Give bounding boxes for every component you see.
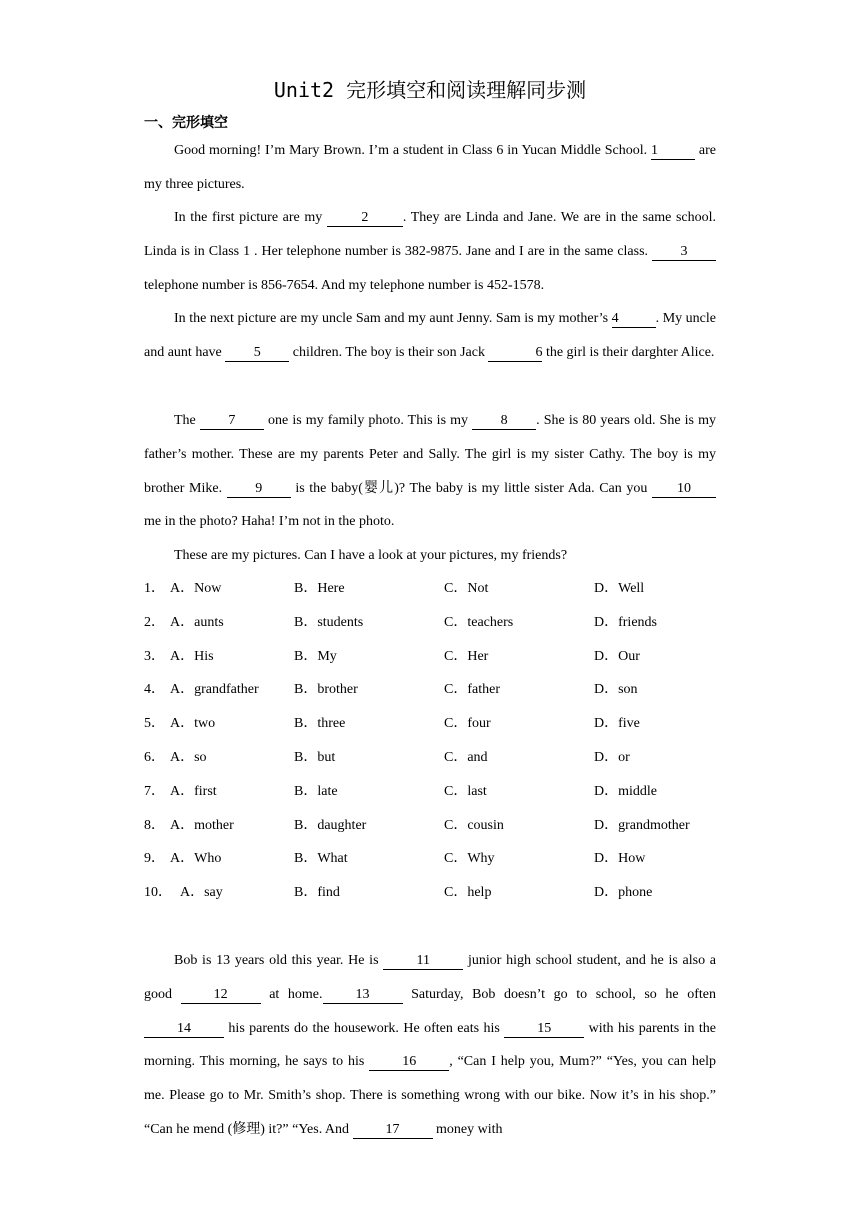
blank-13: 13 bbox=[323, 987, 403, 1004]
question-number: 2． bbox=[144, 614, 165, 630]
question-number: 1． bbox=[144, 581, 165, 596]
option-c: C．father bbox=[444, 682, 500, 698]
blank-4: 4 bbox=[612, 311, 656, 328]
question-number: 5． bbox=[144, 716, 165, 732]
passage1-paragraph-4: The 7 one is my family photo. This is my 8 . She is 80 years old. She is my father’s mother. These are my parents Peter and Sally. The girl is my sister Cathy. The boy is my brother Mike. 9 is the baby(婴儿)? The baby is my little sister Ada. Can you 10 me in the photo? Haha! I’m not in the photo. bbox=[144, 413, 717, 530]
option-d: D．phone bbox=[594, 885, 653, 901]
blank-12: 12 bbox=[181, 987, 261, 1004]
section-heading: 一、完形填空 bbox=[144, 115, 228, 131]
option-row bbox=[144, 711, 744, 745]
blank-9: 9 bbox=[227, 481, 291, 498]
blank-8: 8 bbox=[472, 413, 536, 430]
option-row bbox=[144, 813, 744, 847]
option-row bbox=[144, 745, 744, 779]
option-c: C．last bbox=[444, 783, 487, 799]
option-c: C．Why bbox=[444, 851, 495, 867]
option-b: B．find bbox=[294, 885, 340, 901]
blank-11: 11 bbox=[383, 953, 463, 970]
option-a: A．first bbox=[170, 783, 217, 799]
question-number: 9． bbox=[144, 851, 165, 867]
passage2-paragraph-1: Bob is 13 years old this year. He is 11 junior high school student, and he is also a good 12 at home. 13 Saturday, Bob doesn’t go to school, so he often 14 his parents do the housework. He often eats his 15 with his parents in the morning. This morning, he says to his 16 , “Can I help you, Mum?” “Yes, you can help me. Please go to Mr. Smith’s shop. There is something wrong with our bike. Now it’s in his shop.” “Can he mend (修理) it?” “Yes. And 17 money with bbox=[144, 953, 717, 1137]
page-title: Unit2 完形填空和阅读理解同步测 bbox=[273, 78, 587, 102]
option-a: A．so bbox=[170, 749, 207, 765]
option-c: C．Not bbox=[444, 581, 489, 596]
option-a: A．say bbox=[180, 885, 223, 901]
option-d: D．Well bbox=[594, 581, 645, 596]
option-a: A．Who bbox=[170, 851, 222, 867]
option-c: C．and bbox=[444, 749, 488, 765]
blank-17: 17 bbox=[353, 1122, 433, 1139]
option-d: D．five bbox=[594, 716, 640, 732]
blank-3: 3 bbox=[652, 244, 716, 261]
option-d: D．friends bbox=[594, 614, 657, 630]
option-b: B．What bbox=[294, 851, 348, 867]
blank-14: 14 bbox=[144, 1021, 224, 1038]
blank-16: 16 bbox=[369, 1054, 449, 1071]
option-a: A．aunts bbox=[170, 614, 224, 630]
option-row bbox=[144, 880, 744, 914]
option-d: D．son bbox=[594, 682, 638, 698]
option-d: D．grandmother bbox=[594, 817, 690, 833]
option-c: C．four bbox=[444, 716, 491, 732]
option-row bbox=[144, 779, 744, 813]
option-b: B．students bbox=[294, 614, 364, 630]
option-d: D．How bbox=[594, 851, 646, 867]
passage1-paragraph-5: These are my pictures. Can I have a look at your pictures, my friends? bbox=[174, 548, 568, 563]
option-a: A．mother bbox=[170, 817, 234, 833]
option-d: D．or bbox=[594, 749, 630, 765]
option-a: A．two bbox=[170, 716, 216, 732]
question-number: 6． bbox=[144, 749, 165, 765]
question-number: 8． bbox=[144, 817, 165, 833]
option-b: B．My bbox=[294, 648, 337, 664]
blank-10: 10 bbox=[652, 481, 716, 498]
option-b: B．but bbox=[294, 749, 336, 765]
option-row bbox=[144, 610, 744, 644]
option-c: C．Her bbox=[444, 648, 489, 664]
option-c: C．cousin bbox=[444, 817, 504, 833]
option-b: B．brother bbox=[294, 682, 358, 698]
option-row bbox=[144, 644, 744, 678]
option-a: A．Now bbox=[170, 581, 222, 596]
blank-1: 1 bbox=[651, 143, 695, 160]
options-list bbox=[144, 576, 744, 914]
question-number: 3． bbox=[144, 648, 165, 664]
blank-15: 15 bbox=[504, 1021, 584, 1038]
passage1-paragraph-3: In the next picture are my uncle Sam and my aunt Jenny. Sam is my mother’s 4 . My uncle and aunt have 5 children. The boy is their son Jack 6 the girl is their darghter Alice. bbox=[144, 311, 717, 360]
blank-6: 6 bbox=[488, 345, 542, 362]
option-a: A．His bbox=[170, 648, 214, 664]
option-b: B．late bbox=[294, 783, 338, 799]
option-b: B．three bbox=[294, 716, 346, 732]
question-number: 4． bbox=[144, 682, 165, 698]
blank-7: 7 bbox=[200, 413, 264, 430]
option-c: C．teachers bbox=[444, 614, 514, 630]
option-d: D．middle bbox=[594, 783, 657, 799]
passage1-paragraph-1: Good morning! I’m Mary Brown. I’m a student in Class 6 in Yucan Middle School. 1 are my three pictures. bbox=[144, 143, 716, 192]
passage1-paragraph-2: In the first picture are my 2 . They are Linda and Jane. We are in the same school. Linda is in Class 1 . Her telephone number is 382-9875. Jane and I are in the same class. 3 telephone number is 856-7654. And my telephone number is 452-1578. bbox=[144, 210, 716, 293]
option-c: C．help bbox=[444, 885, 492, 901]
option-a: A．grandfather bbox=[170, 682, 259, 698]
question-number: 7． bbox=[144, 783, 165, 799]
option-b: B．Here bbox=[294, 581, 345, 596]
option-d: D．Our bbox=[594, 648, 640, 664]
option-row bbox=[144, 846, 744, 880]
question-number: 10． bbox=[144, 885, 172, 901]
option-row bbox=[144, 576, 744, 610]
option-row bbox=[144, 677, 744, 711]
blank-5: 5 bbox=[225, 345, 289, 362]
blank-2: 2 bbox=[327, 210, 403, 227]
option-b: B．daughter bbox=[294, 817, 367, 833]
